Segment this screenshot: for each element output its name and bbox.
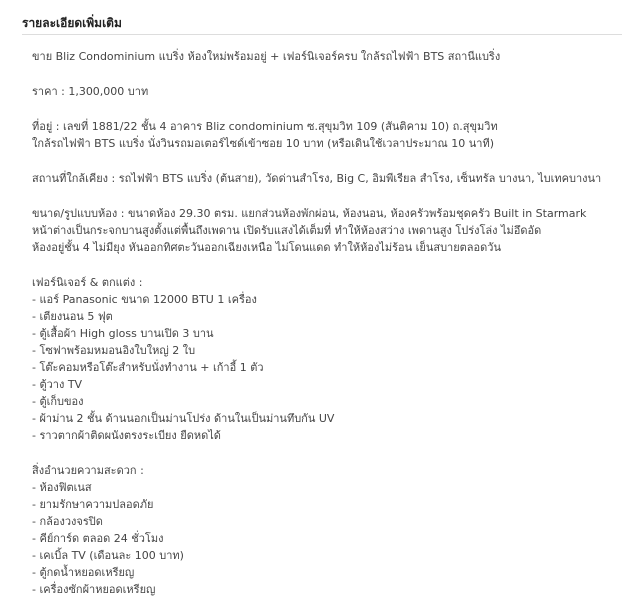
section-divider [22, 34, 622, 35]
listing-description [32, 48, 617, 616]
size-line-3: ห้องอยู่ชั้น 4 ไม่มียุง หันออกทิศตะวันออกเฉียงเหนือ ไม่โดนแดด ทำให้ห้องไม่ร้อน เย็นสบายตลอดวัน [32, 241, 501, 254]
size-block [32, 205, 617, 256]
size-line-2: หน้าต่างเป็นกระจกบานสูงตั้งแต่พื้นถึงเพดาน เปิดรับแสงได้เต็มที่ ทำให้ห้องสว่าง เพดานสูง โปร่งโล่ง ไม่อึดอัด [32, 224, 542, 237]
section-title: รายละเอียดเพิ่มเติม [22, 16, 122, 30]
amenities-block [32, 462, 617, 598]
list-item: - คีย์การ์ด ตลอด 24 ชั่วโมง [32, 532, 164, 545]
intro-text: ขาย Bliz Condominium แบริ่ง ห้องใหม่พร้อมอยู่ + เฟอร์นิเจอร์ครบ ใกล้รถไฟฟ้า BTS สถานีแบริ่ง [32, 50, 501, 63]
list-item: - ห้องฟิตเนส [32, 481, 92, 494]
address-line-1: ที่อยู่ : เลขที่ 1881/22 ชั้น 4 อาคาร Bliz condominium ซ.สุขุมวิท 109 (สันติคาม 10) ถ.สุขุมวิท [32, 120, 498, 133]
address-line-2: ใกล้รถไฟฟ้า BTS แบริ่ง นั่งวินรถมอเตอร์ไซด์เข้าซอย 10 บาท (หรือเดินใช้เวลาประมาณ 10 นาที) [32, 137, 494, 150]
amenities-heading: สิ่งอำนวยความสะดวก : [32, 464, 144, 477]
list-item: - เครื่องซักผ้าหยอดเหรียญ [32, 583, 156, 596]
furniture-list [32, 291, 617, 444]
list-item: - เคเบิ้ล TV (เดือนละ 100 บาท) [32, 549, 184, 562]
list-item: - ตู้เสื้อผ้า High gloss บานเปิด 3 บาน [32, 327, 214, 340]
list-item: - ราวตากผ้าติดผนังตรงระเบียง ยืดหดได้ [32, 429, 221, 442]
amenities-list [32, 479, 617, 598]
furniture-block [32, 274, 617, 444]
list-item: - ตู้วาง TV [32, 378, 83, 391]
list-item: - โต๊ะคอมหรือโต๊ะสำหรับนั่งทำงาน + เก้าอี้ 1 ตัว [32, 361, 264, 374]
size-line-1: ขนาด/รูปแบบห้อง : ขนาดห้อง 29.30 ตรม. แยกส่วนห้องพักผ่อน, ห้องนอน, ห้องครัวพร้อมชุดครัว Built in Starmark [32, 207, 587, 220]
price-text: ราคา : 1,300,000 บาท [32, 85, 149, 98]
address-block [32, 118, 617, 152]
list-item: - ตู้กดน้ำหยอดเหรียญ [32, 566, 135, 579]
nearby-places: สถานที่ใกล้เคียง : รถไฟฟ้า BTS แบริ่ง (ต้นสาย), วัดด่านสำโรง, Big C, อิมพีเรียล สำโรง, เซ็นทรัล บางนา, ไบเทคบางนา [32, 172, 602, 185]
list-item: - ผ้าม่าน 2 ชั้น ด้านนอกเป็นม่านโปร่ง ด้านในเป็นม่านทึบกัน UV [32, 412, 335, 425]
list-item: - กล้องวงจรปิด [32, 515, 103, 528]
list-item: - ยามรักษาความปลอดภัย [32, 498, 154, 511]
furniture-heading: เฟอร์นิเจอร์ & ตกแต่ง : [32, 276, 143, 289]
list-item: - แอร์ Panasonic ขนาด 12000 BTU 1 เครื่อง [32, 293, 257, 306]
list-item: - ตู้เก็บของ [32, 395, 84, 408]
list-item: - เตียงนอน 5 ฟุต [32, 310, 113, 323]
list-item: - โซฟาพร้อมหมอนอิงใบใหญ่ 2 ใบ [32, 344, 196, 357]
